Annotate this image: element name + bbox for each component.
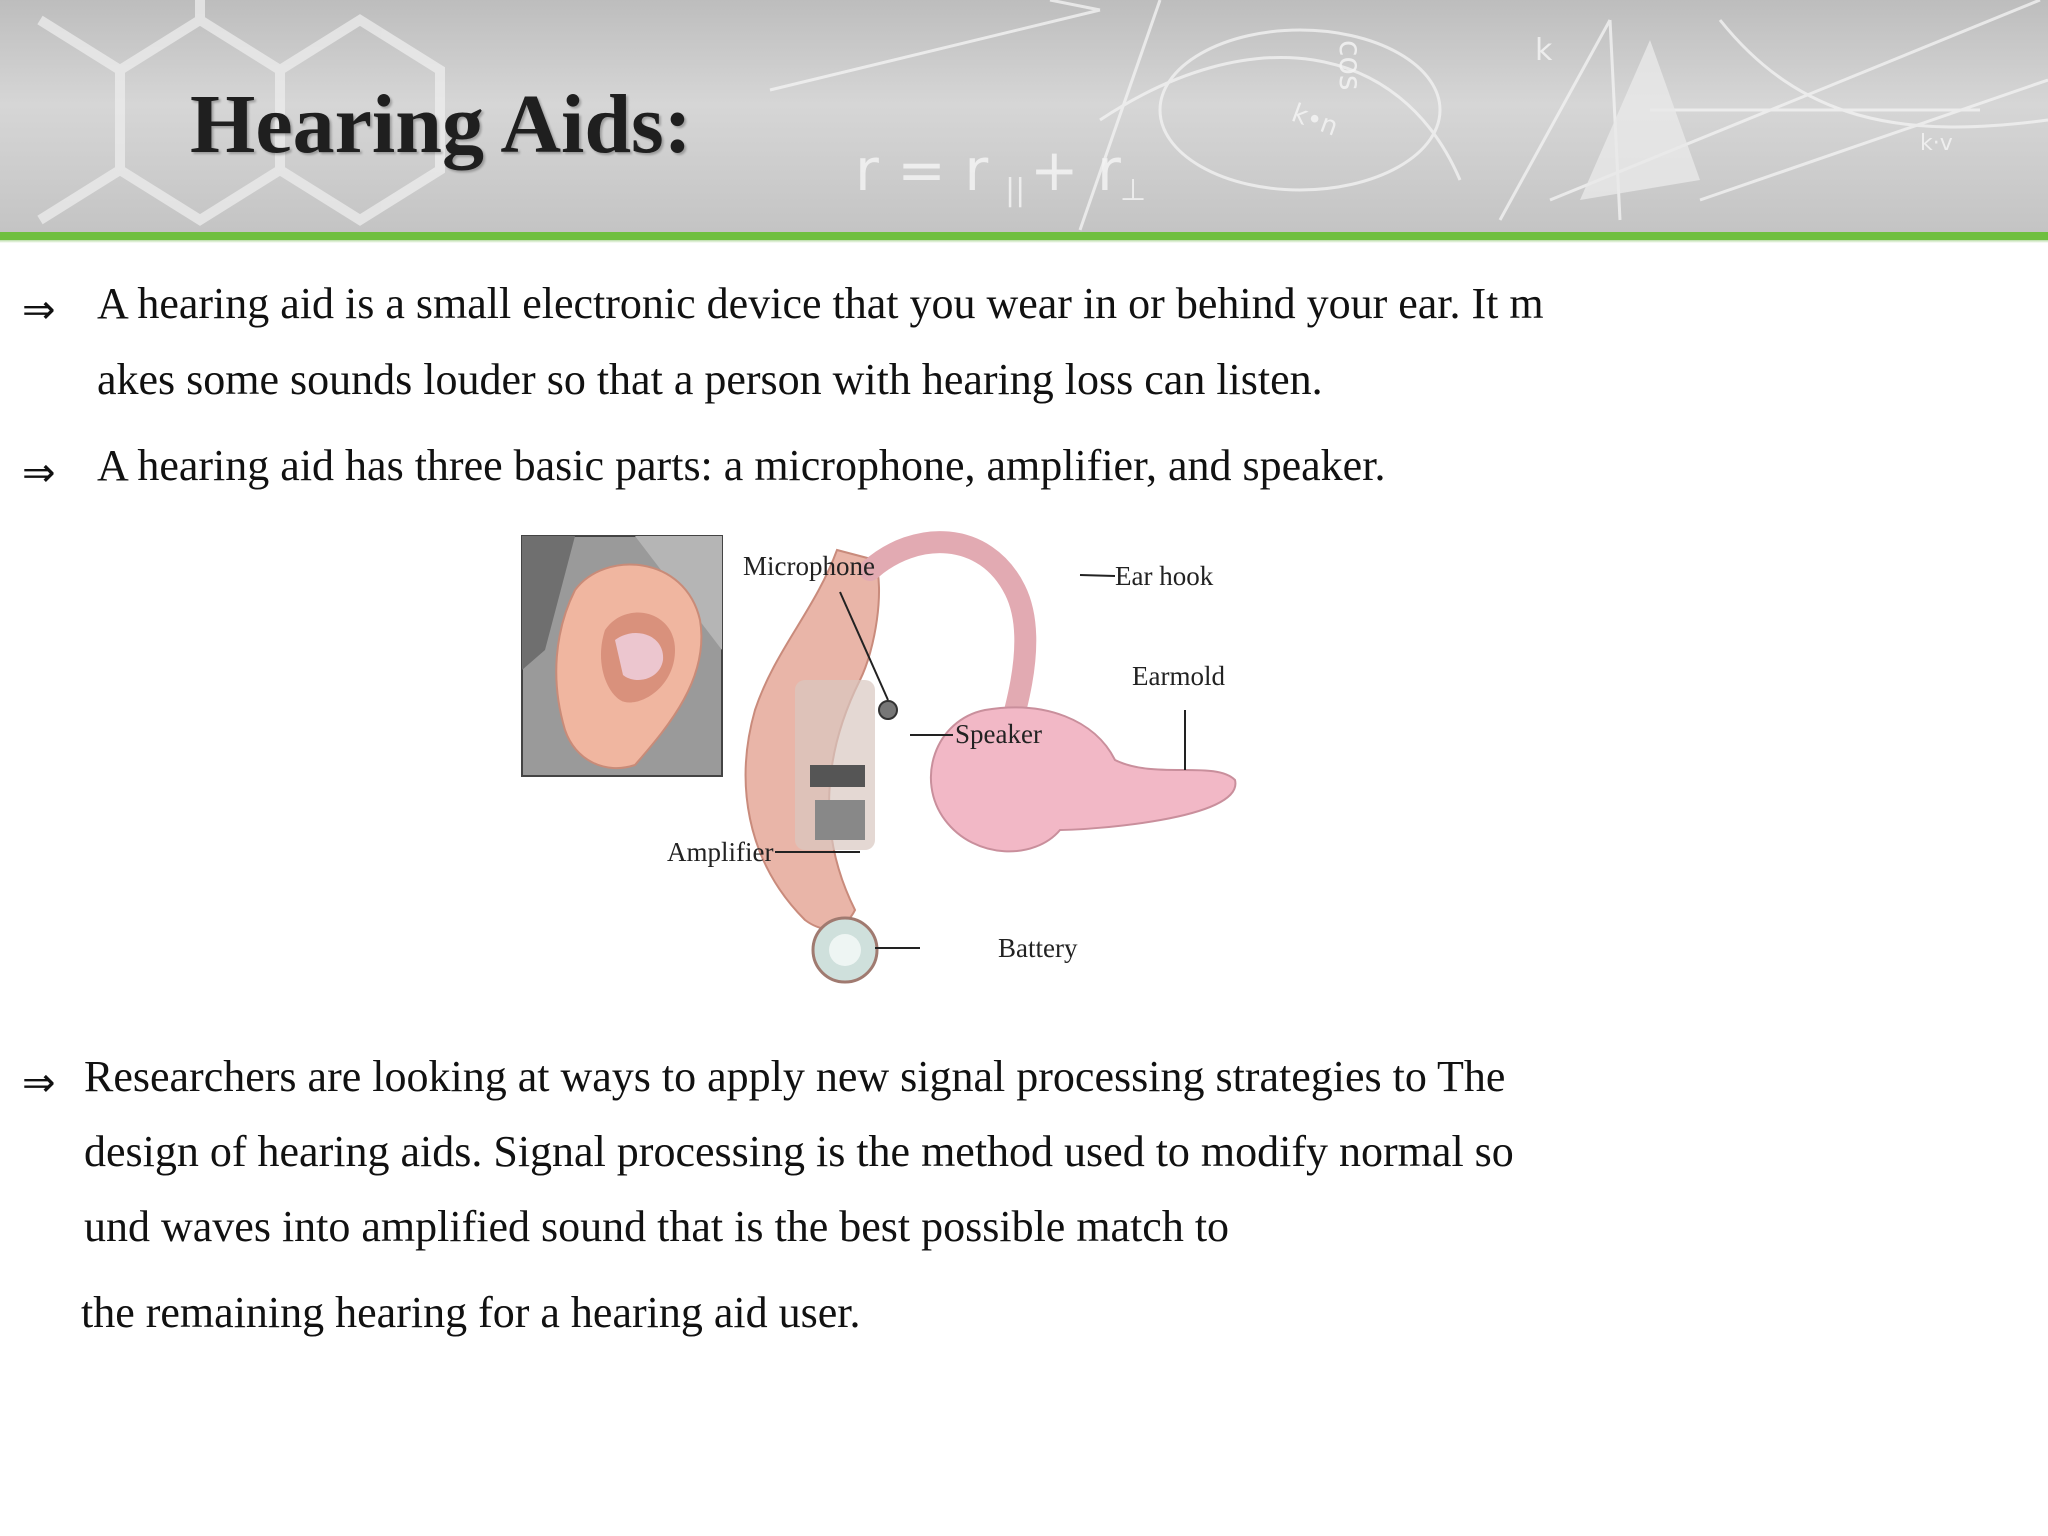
svg-text:cos: cos xyxy=(1332,40,1367,91)
bullet-1-line-1: A hearing aid is a small electronic device that you wear in or behind your ear. It m xyxy=(97,279,1544,328)
hearing-aid-diagram xyxy=(515,530,1275,1015)
svg-text:k·v: k·v xyxy=(1920,131,1953,156)
bullet-3-line-3: und waves into amplified sound that is the best possible match to xyxy=(84,1202,1230,1251)
label-amplifier: Amplifier xyxy=(667,837,774,867)
label-ear-hook: Ear hook xyxy=(1115,561,1214,591)
slide-title: Hearing Aids: xyxy=(190,78,692,171)
hearing-aid-device xyxy=(746,550,897,982)
svg-text:+ r: + r xyxy=(1030,136,1121,204)
ear-illustration xyxy=(522,536,722,776)
bullet-2-line-1: A hearing aid has three basic parts: a microphone, amplifier, and speaker. xyxy=(97,441,1386,490)
svg-text:k: k xyxy=(1535,33,1553,68)
header-banner xyxy=(0,0,2048,232)
svg-text:⊥: ⊥ xyxy=(1120,173,1147,208)
svg-text:k•n: k•n xyxy=(1287,98,1342,143)
header-divider xyxy=(0,232,2048,240)
bullet-3-line-1: Researchers are looking at ways to apply new signal processing strategies to The xyxy=(84,1052,1506,1101)
bullet-1-line-2: akes some sounds louder so that a person with hearing loss can listen. xyxy=(97,355,1323,404)
bullet-3-line-4: the remaining hearing for a hearing aid user. xyxy=(81,1288,861,1337)
bullet-arrow-icon: ⇒ xyxy=(22,450,56,496)
label-battery: Battery xyxy=(998,933,1078,963)
label-speaker: Speaker xyxy=(955,719,1042,749)
bullet-arrow-icon: ⇒ xyxy=(22,1060,56,1106)
label-microphone: Microphone xyxy=(743,551,875,581)
svg-text:r = r: r = r xyxy=(855,136,989,204)
svg-text:||: || xyxy=(1005,173,1026,208)
bullet-3-line-2: design of hearing aids. Signal processing is the method used to modify normal so xyxy=(84,1127,1514,1176)
label-earmold: Earmold xyxy=(1132,661,1225,691)
bullet-arrow-icon: ⇒ xyxy=(22,287,56,333)
